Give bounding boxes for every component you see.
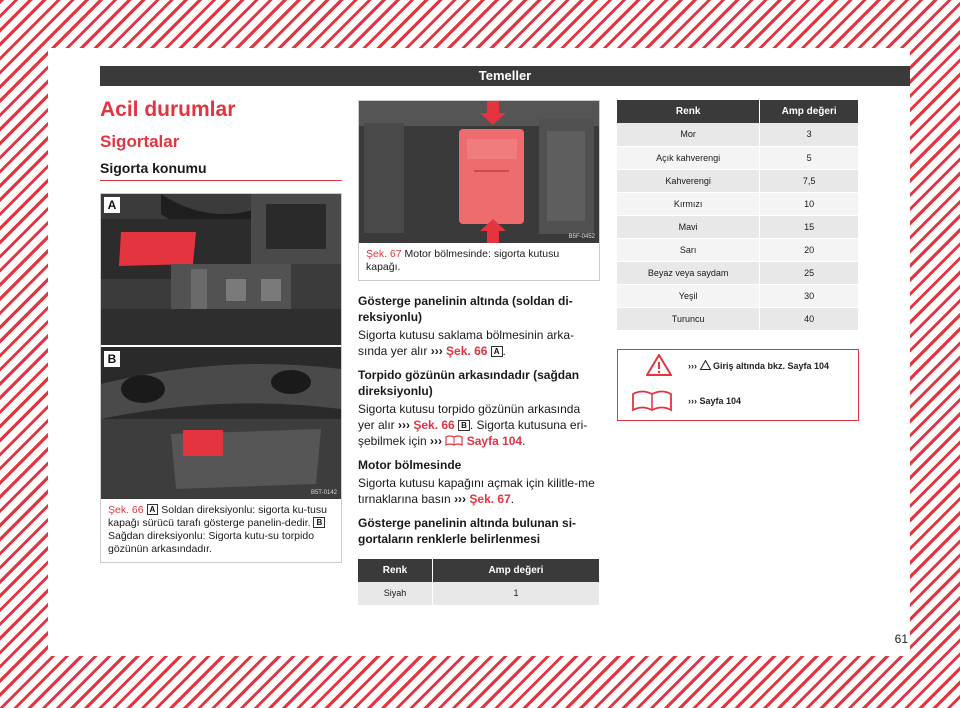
sec2-heading: Torpido gözünün arkasındadır (sağdan direksiyonlu) [358, 368, 580, 398]
figure-code: B5T-0142 [310, 490, 337, 496]
cell-amp: 5 [760, 146, 859, 169]
chapter-title: Acil durumlar [100, 98, 236, 121]
figure-code: B5F-0452 [568, 234, 595, 240]
sec1-letter: A [491, 346, 503, 357]
sec1-ref-link[interactable]: Şek. 66 [446, 344, 488, 358]
column-right [617, 100, 859, 421]
sec1-text [358, 327, 600, 359]
sec2-end: . [522, 434, 526, 448]
cell-renk: Beyaz veya saydam [617, 261, 760, 284]
figure-label-b: B [104, 351, 120, 367]
warning-triangle-small-icon [700, 360, 711, 370]
cell-amp: 20 [760, 238, 859, 261]
cell-renk: Turuncu [617, 307, 760, 330]
table-row [617, 284, 859, 307]
warning-triangle-icon [646, 354, 672, 376]
cell-amp: 1 [432, 582, 599, 605]
cell-renk: Kırmızı [617, 192, 760, 215]
cell-renk: Kahverengi [617, 169, 760, 192]
table-row [617, 215, 859, 238]
figure-66 [100, 193, 342, 563]
figure-67-caption [359, 243, 599, 280]
sec2-ref-link[interactable]: Şek. 66 [413, 418, 455, 432]
caption-text: Motor bölmesinde: sigorta kutusu kapağı. [366, 248, 560, 273]
table-row [617, 261, 859, 284]
cell-amp: 25 [760, 261, 859, 284]
sec1-body: Sigorta kutusu saklama bölmesinin arka-sında yer alır [358, 328, 575, 358]
warning-text-2[interactable]: Sayfa 104 [697, 395, 742, 406]
cell-renk: Sarı [617, 238, 760, 261]
sec3-body: Sigorta kutusu kapağını açmak için kilitle-me tırnaklarına basın [358, 476, 595, 506]
table-row [617, 123, 859, 146]
sec3-ref-link[interactable]: Şek. 67 [469, 492, 511, 506]
sec2-body2: . Sigorta kutusuna eri-şebilmek için [358, 418, 588, 448]
cell-renk: Açık kahverengi [617, 146, 760, 169]
warning-arrows: ››› [688, 360, 697, 371]
sec2-body: Sigorta kutusu torpido gözünün arkasında yer alır [358, 402, 581, 432]
warning-line-2 [688, 396, 741, 406]
sec4-heading: Gösterge panelinin altında bulunan si-gortaların renklerle belirlenmesi [358, 516, 577, 546]
sec3-arrows: ››› [454, 492, 467, 506]
table-row [617, 192, 859, 215]
manual-book-icon [630, 386, 674, 412]
sec3-heading: Motor bölmesinde [358, 458, 462, 472]
sec1-heading: Gösterge panelinin altında (soldan di-reksiyonlu) [358, 294, 573, 324]
manual-book-icon [445, 434, 463, 446]
caption-ref: Şek. 66 [108, 504, 144, 516]
figure-67-illustration [359, 101, 599, 243]
sec2-arrows: ››› [398, 418, 411, 432]
cell-renk: Mavi [617, 215, 760, 238]
sec1-end: . [502, 344, 506, 358]
table-row [617, 146, 859, 169]
sec3-text [358, 475, 600, 507]
caption-text-b: Sağdan direksiyonlu: Sigorta kutu-su torpido gözünün arkasındadır. [108, 530, 315, 555]
caption-letter-a: A [147, 504, 159, 515]
col-header-renk: Renk [617, 100, 760, 123]
sec1-arrows: ››› [430, 344, 443, 358]
section-title: Sigortalar [100, 132, 180, 151]
col-header-amp: Amp değeri [760, 100, 859, 123]
caption-ref: Şek. 67 [366, 248, 402, 260]
fuse-color-table-cont [617, 100, 859, 331]
caption-letter-b: B [313, 517, 325, 528]
page [48, 48, 910, 656]
col-header-renk: Renk [358, 559, 432, 582]
sec2-text [358, 401, 600, 449]
cell-amp: 10 [760, 192, 859, 215]
subsection-title: Sigorta konumu [100, 160, 342, 181]
cell-amp: 7,5 [760, 169, 859, 192]
engine-bay-drawing [359, 101, 599, 243]
cell-amp: 40 [760, 307, 859, 330]
figure-66-illustration [101, 194, 341, 499]
figure-66-caption [101, 499, 341, 562]
warning-box [617, 349, 859, 421]
col-header-amp: Amp değeri [432, 559, 599, 582]
cell-renk: Siyah [358, 582, 432, 605]
warning-line-1 [688, 360, 829, 371]
table-row [617, 238, 859, 261]
column-left [100, 98, 342, 563]
cell-renk: Yeşil [617, 284, 760, 307]
table-row [617, 307, 859, 330]
sec2-letter: B [458, 420, 470, 431]
fuse-color-table-start [358, 559, 600, 606]
section-header: Temeller [100, 66, 910, 86]
caption-text-a: Soldan direksiyonlu: sigorta ku-tusu kapağı sürücü tarafı gösterge panelin-dedir. [108, 504, 327, 529]
fuse-location-drawing [101, 194, 341, 499]
figure-label-a: A [104, 197, 120, 213]
warning-text-1[interactable]: Giriş altında bkz. Sayfa 104 [710, 360, 830, 371]
cell-amp: 30 [760, 284, 859, 307]
sec2-arrows2: ››› [430, 434, 443, 448]
sec2-page-link[interactable]: Sayfa 104 [466, 434, 523, 448]
table-row [358, 582, 600, 605]
table-row [617, 169, 859, 192]
cell-renk: Mor [617, 123, 760, 146]
sec3-end: . [510, 492, 515, 506]
cell-amp: 3 [760, 123, 859, 146]
page-number: 61 [894, 632, 908, 646]
column-middle [358, 100, 600, 606]
cell-amp: 15 [760, 215, 859, 238]
figure-67 [358, 100, 600, 281]
manual-arrows: ››› [688, 395, 697, 406]
